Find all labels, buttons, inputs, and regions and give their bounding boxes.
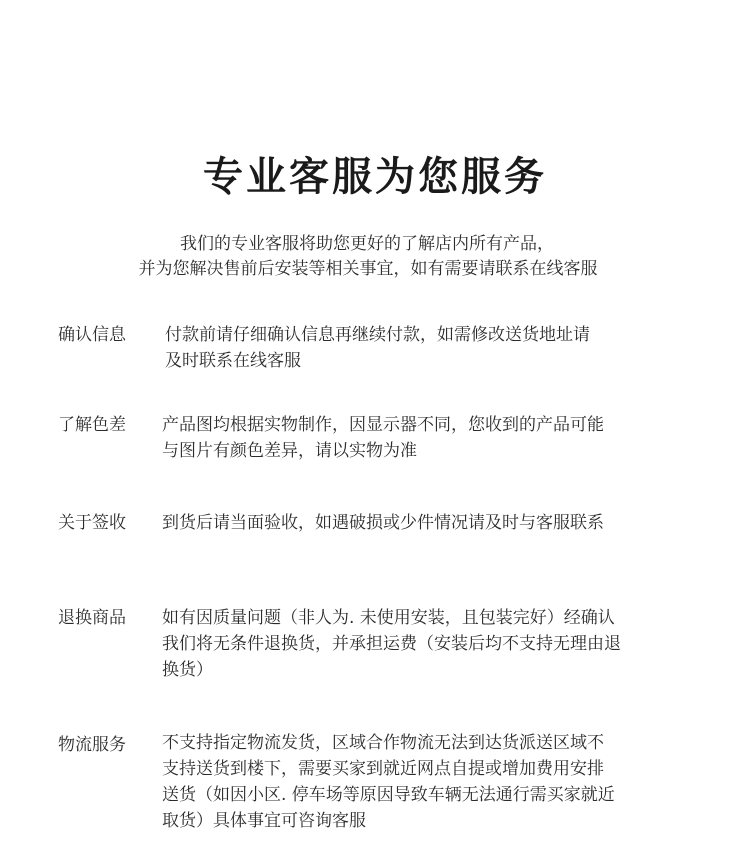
intro-line-2: 并为您解决售前后安装等相关事宜，如有需要请联系在线客服: [138, 259, 598, 279]
section-body-line: 送货（如因小区. 停车场等原因导致车辆无法通行需买家就近: [162, 785, 615, 805]
section-body-line: 产品图均根据实物制作，因显示器不同，您收到的产品可能: [162, 415, 604, 435]
section-body-line: 与图片有颜色差异，请以实物为准: [162, 441, 417, 461]
section-body-line: 支持送货到楼下，需要买家到就近网点自提或增加费用安排: [162, 759, 604, 779]
section-body: [162, 412, 604, 464]
intro-line-1: 我们的专业客服将助您更好的了解店内所有产品，: [180, 234, 554, 254]
section-body: [162, 730, 615, 834]
section-body-line: 我们将无条件退换货，并承担运费（安装后均不支持无理由退: [162, 634, 621, 654]
section-body-line: 及时联系在线客服: [165, 351, 301, 371]
section-body-line: 付款前请仔细确认信息再继续付款，如需修改送货地址请: [165, 325, 590, 345]
section-body-line: 取货）具体事宜可咨询客服: [162, 811, 366, 831]
section-body-line: 换货）: [162, 660, 213, 680]
section-label: 物流服务: [58, 735, 126, 755]
section-label: 确认信息: [58, 325, 126, 345]
section-body: [162, 605, 621, 683]
section-body-line: 不支持指定物流发货，区域合作物流无法到达货派送区域不: [162, 733, 604, 753]
section-label: 关于签收: [58, 513, 126, 533]
section-label: 了解色差: [58, 415, 126, 435]
section-body: [162, 510, 604, 536]
section-body-line: 如有因质量问题（非人为. 未使用安装，且包装完好）经确认: [162, 608, 615, 628]
section-label: 退换商品: [58, 608, 126, 628]
section-body: [165, 322, 590, 374]
page-title: 专业客服为您服务: [203, 154, 547, 200]
section-body-line: 到货后请当面验收，如遇破损或少件情况请及时与客服联系: [162, 513, 604, 533]
